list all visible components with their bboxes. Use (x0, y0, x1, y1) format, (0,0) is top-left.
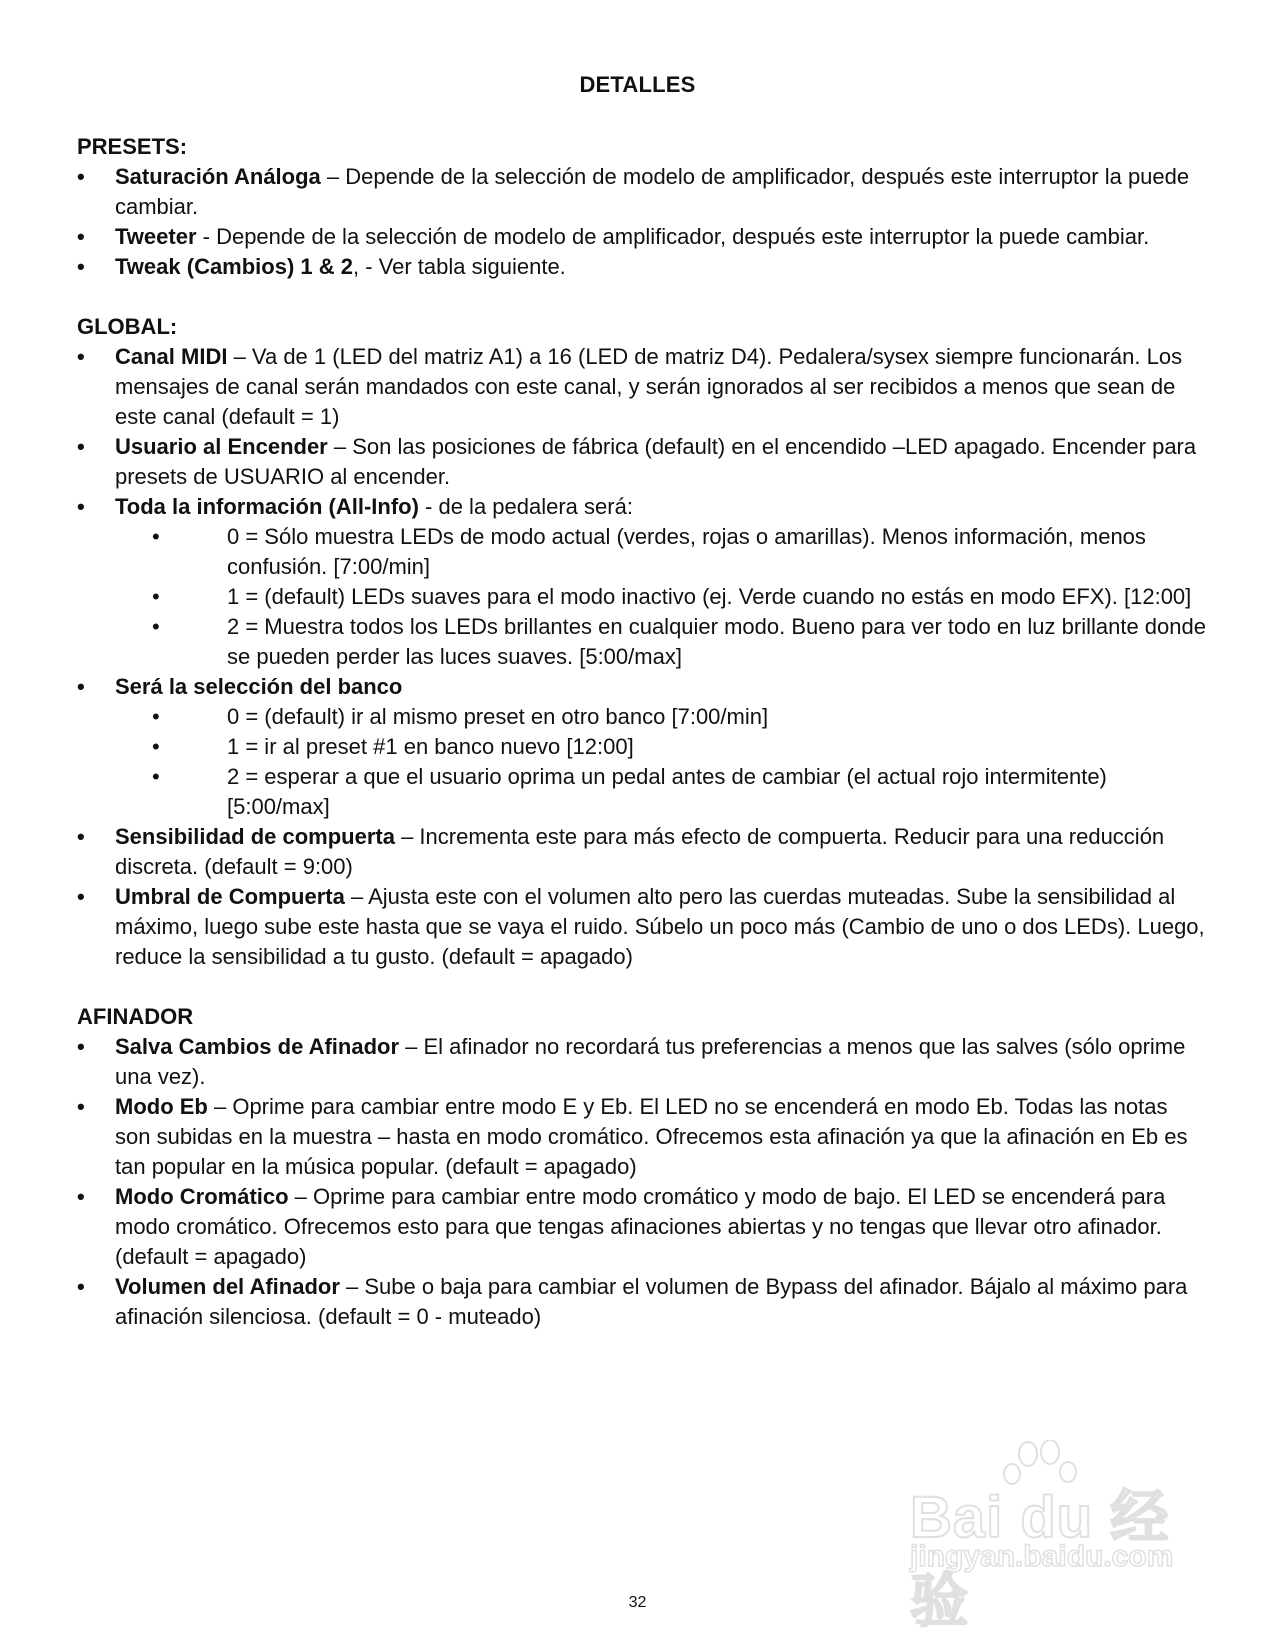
bullet-icon: • (77, 164, 85, 189)
list-item (77, 1092, 1207, 1182)
sub-list-item (77, 582, 1207, 612)
bullet-icon: • (77, 1094, 85, 1119)
bullet-icon: • (77, 824, 85, 849)
list-item (77, 1182, 1207, 1272)
item-term: Saturación Análoga (115, 164, 321, 189)
section-presets (77, 132, 1207, 282)
section-afinador (77, 1002, 1207, 1332)
presets-list (77, 162, 1207, 282)
item-text: – Incrementa este para más efecto de compuerta. Reducir para una reducción discreta. (default = 9:00) (115, 824, 1165, 879)
bullet-icon: • (77, 344, 85, 369)
item-text: - Depende de la selección de modelo de amplificador, después este interruptor la puede cambiar. (196, 224, 1150, 249)
bullet-icon: • (77, 674, 85, 699)
section-heading: AFINADOR (77, 1004, 194, 1029)
bullet-icon: • (152, 764, 160, 789)
document-body (77, 132, 1207, 1362)
bank-selection-options (115, 702, 1207, 822)
item-term: Sensibilidad de compuerta (115, 824, 395, 849)
list-item (77, 342, 1207, 432)
sub-list-item (77, 522, 1207, 582)
item-text: – Oprime para cambiar entre modo E y Eb. El LED no se encenderá en modo Eb. Todas las notas son subidas en la muestra – hasta en modo cromático. Ofrecemos esta afinación ya que la afinación en Eb es tan popular en la música popular. (default = apagado) (115, 1094, 1188, 1179)
bullet-icon: • (77, 1184, 85, 1209)
item-term: Será la selección del banco (115, 674, 403, 699)
section-heading: PRESETS: (77, 134, 188, 159)
sub-list-item (77, 762, 1207, 822)
item-text: – El afinador no recordará tus preferencias a menos que las salves (sólo oprime una vez). (115, 1034, 1186, 1089)
watermark-brand: Bai du 经验 (910, 1485, 1170, 1634)
list-item (77, 222, 1207, 252)
bullet-icon: • (77, 1034, 85, 1059)
sub-item-text: 1 = (default) LEDs suaves para el modo inactivo (ej. Verde cuando no estás en modo EFX). [12:00] (227, 584, 1192, 609)
item-text: – Ajusta este con el volumen alto pero las cuerdas muteadas. Sube la sensibilidad al máximo, luego sube este hasta que se vaya el ruido. Súbelo un poco más (Cambio de uno o dos LEDs). Luego, reduce la sensibilidad a tu gusto. (default = apagado) (115, 884, 1205, 969)
sub-item-text: 0 = Sólo muestra LEDs de modo actual (verdes, rojas o amarillas). Menos información, menos confusión. [7:00/min] (227, 524, 1146, 579)
item-text: – Va de 1 (LED del matriz A1) a 16 (LED de matriz D4). Pedalera/sysex siempre funcionarán. Los mensajes de canal serán mandados con este canal, y serán ignorados al ser recibidos a menos que sean de este canal (default = 1) (115, 344, 1183, 429)
list-item (77, 492, 1207, 672)
item-text: – Depende de la selección de modelo de amplificador, después este interruptor la puede cambiar. (115, 164, 1190, 219)
item-text: - de la pedalera será: (418, 494, 633, 519)
all-info-options (115, 522, 1207, 672)
item-term: Toda la información (All-Info) (115, 494, 419, 519)
list-item (77, 1272, 1207, 1332)
bullet-icon: • (77, 494, 85, 519)
sub-item-text: 1 = ir al preset #1 en banco nuevo [12:00] (227, 734, 634, 759)
list-item (77, 672, 1207, 822)
global-list (77, 342, 1207, 972)
sub-list-item (77, 732, 1207, 762)
bullet-icon: • (152, 614, 160, 639)
list-item (77, 1032, 1207, 1092)
section-global (77, 312, 1207, 972)
item-term: Volumen del Afinador (115, 1274, 340, 1299)
list-item (77, 822, 1207, 882)
sub-item-text: 2 = esperar a que el usuario oprima un pedal antes de cambiar (el actual rojo intermitente) [5:00/max] (227, 764, 1107, 819)
sub-list-item (77, 612, 1207, 672)
sub-item-text: 0 = (default) ir al mismo preset en otro banco [7:00/min] (227, 704, 769, 729)
page-number: 32 (628, 1594, 647, 1611)
item-term: Canal MIDI (115, 344, 228, 369)
list-item (77, 252, 1207, 282)
item-text: – Sube o baja para cambiar el volumen de Bypass del afinador. Bájalo al máximo para afinación silenciosa. (default = 0 - muteado) (115, 1274, 1188, 1329)
list-item (77, 882, 1207, 972)
item-term: Modo Cromático (115, 1184, 289, 1209)
item-term: Modo Eb (115, 1094, 208, 1119)
bullet-icon: • (152, 704, 160, 729)
bullet-icon: • (152, 584, 160, 609)
sub-item-text: 2 = Muestra todos los LEDs brillantes en cualquier modo. Bueno para ver todo en luz brillante donde se pueden perder las luces suaves. [5:00/max] (227, 614, 1206, 669)
sub-list-item (77, 702, 1207, 732)
afinador-list (77, 1032, 1207, 1332)
section-heading: GLOBAL: (77, 314, 178, 339)
item-term: Tweak (Cambios) 1 & 2 (115, 254, 353, 279)
item-text: – Son las posiciones de fábrica (default) en el encendido –LED apagado. Encender para presets de USUARIO al encender. (115, 434, 1197, 489)
bullet-icon: • (77, 224, 85, 249)
bullet-icon: • (77, 434, 85, 459)
bullet-icon: • (77, 884, 85, 909)
item-term: Usuario al Encender (115, 434, 328, 459)
bullet-icon: • (77, 254, 85, 279)
item-text: , - Ver tabla siguiente. (353, 254, 566, 279)
page-title: DETALLES (579, 72, 696, 97)
item-term: Tweeter (115, 224, 197, 249)
item-text: – Oprime para cambiar entre modo cromático y modo de bajo. El LED se encenderá para modo cromático. Ofrecemos esto para que tengas afinaciones abiertas y no tengas que llevar otro afinador. (default = apagado) (115, 1184, 1166, 1269)
bullet-icon: • (77, 1274, 85, 1299)
item-term: Salva Cambios de Afinador (115, 1034, 400, 1059)
watermark-url: jingyan.baidu.com (910, 1540, 1174, 1573)
bullet-icon: • (152, 734, 160, 759)
item-term: Umbral de Compuerta (115, 884, 345, 909)
bullet-icon: • (152, 524, 160, 549)
baidu-watermark (900, 1440, 1220, 1634)
list-item (77, 162, 1207, 222)
list-item (77, 432, 1207, 492)
